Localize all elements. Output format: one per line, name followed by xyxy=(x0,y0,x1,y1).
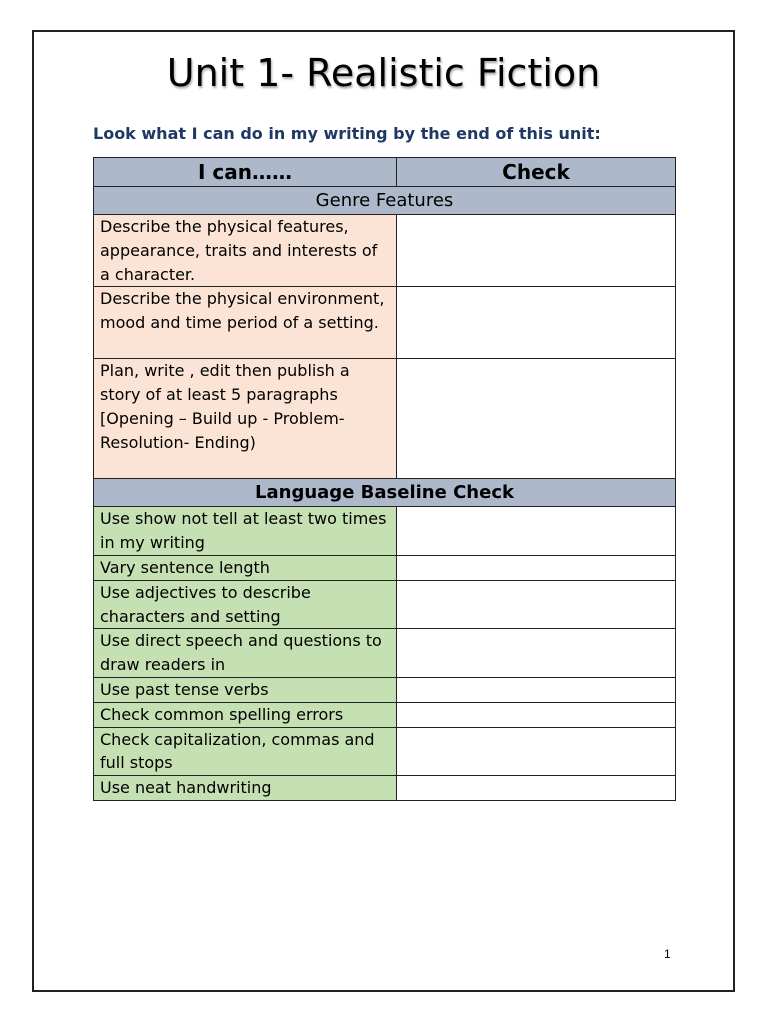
table-row xyxy=(94,507,676,556)
check-cell[interactable] xyxy=(397,677,676,702)
column-header-check: Check xyxy=(397,158,676,187)
column-header-i-can: I can…… xyxy=(94,158,397,187)
check-cell[interactable] xyxy=(397,629,676,678)
check-cell[interactable] xyxy=(397,555,676,580)
check-cell[interactable] xyxy=(397,776,676,801)
skill-cell xyxy=(94,727,397,776)
skill-text: Describe the physical features, appearance, traits and interests of a character. xyxy=(100,217,378,284)
skill-text: Use show not tell at least two times in my writing xyxy=(100,509,387,553)
skill-cell xyxy=(94,629,397,678)
skill-cell xyxy=(94,555,397,580)
page-title: Unit 1- Realistic Fiction xyxy=(166,51,601,95)
check-cell[interactable] xyxy=(397,359,676,479)
skill-text: Check common spelling errors xyxy=(100,704,344,724)
section-row-genre-features xyxy=(94,187,676,215)
section-row-language-baseline xyxy=(94,479,676,507)
table-row xyxy=(94,359,676,479)
table-row xyxy=(94,629,676,678)
skill-text: Use neat handwriting xyxy=(100,778,272,798)
skill-cell xyxy=(94,702,397,727)
check-cell[interactable] xyxy=(397,287,676,359)
skill-text: Check capitalization, commas and full stops xyxy=(100,729,375,773)
skill-text: Use past tense verbs xyxy=(100,679,269,699)
check-cell[interactable] xyxy=(397,215,676,287)
skill-cell xyxy=(94,215,397,287)
table-row xyxy=(94,776,676,801)
table-row xyxy=(94,702,676,727)
section-heading-genre-features: Genre Features xyxy=(94,187,676,215)
skill-text: Plan, write , edit then publish a story of at least 5 paragraphs [Opening – Build up - Problem-Resolution- Ending) xyxy=(100,361,350,452)
skill-text: Use direct speech and questions to draw readers in xyxy=(100,631,382,675)
checklist-table xyxy=(93,157,676,801)
skill-cell xyxy=(94,580,397,629)
check-cell[interactable] xyxy=(397,702,676,727)
table-header-row xyxy=(94,158,676,187)
check-cell[interactable] xyxy=(397,580,676,629)
check-cell[interactable] xyxy=(397,727,676,776)
skill-cell xyxy=(94,359,397,479)
skill-text: Describe the physical environment, mood and time period of a setting. xyxy=(100,289,385,333)
table-row xyxy=(94,677,676,702)
skill-text: Use adjectives to describe characters and setting xyxy=(100,582,311,626)
skill-cell xyxy=(94,507,397,556)
table-row xyxy=(94,580,676,629)
table-row xyxy=(94,287,676,359)
skill-cell xyxy=(94,287,397,359)
table-row xyxy=(94,555,676,580)
section-heading-language-baseline-check: Language Baseline Check xyxy=(94,479,676,507)
check-cell[interactable] xyxy=(397,507,676,556)
skill-cell xyxy=(94,677,397,702)
skill-text: Vary sentence length xyxy=(100,557,270,577)
table-row xyxy=(94,727,676,776)
table-row xyxy=(94,215,676,287)
page-subtitle: Look what I can do in my writing by the end of this unit: xyxy=(93,124,601,143)
skill-cell xyxy=(94,776,397,801)
page-number: 1 xyxy=(664,947,671,961)
